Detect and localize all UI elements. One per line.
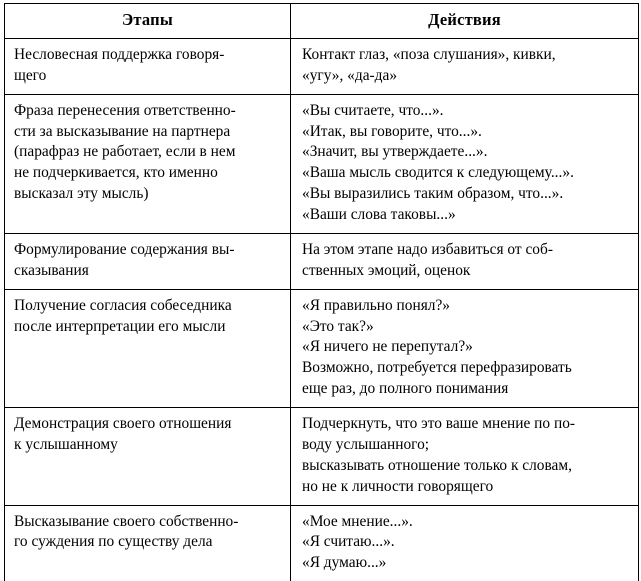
action-line: Контакт глаз, «поза слушания», кивки, bbox=[302, 45, 556, 63]
stage-cell bbox=[5, 505, 291, 581]
action-line: воду услышанного; bbox=[302, 435, 430, 453]
action-line: высказывать отношение только к словам, bbox=[302, 456, 572, 474]
table-header bbox=[5, 4, 639, 39]
action-line: ственных эмоций, оценок bbox=[302, 261, 471, 279]
action-line: «Ваши слова таковы...» bbox=[302, 206, 456, 224]
table-body bbox=[5, 38, 639, 581]
stage-line: к услышанному bbox=[14, 435, 118, 453]
stage-line: го суждения по существу дела bbox=[14, 533, 213, 551]
stage-line: (парафраз не работает, если в нем bbox=[14, 143, 236, 161]
action-cell bbox=[291, 94, 639, 233]
table-row bbox=[5, 289, 639, 407]
stage-cell bbox=[5, 408, 291, 506]
stage-line: Фраза перенесения ответственно- bbox=[14, 101, 236, 119]
action-line: «угу», «да-да» bbox=[302, 66, 398, 84]
table-row bbox=[5, 408, 639, 506]
stage-line: сти за высказывание на партнера bbox=[14, 122, 231, 140]
stage-line: Формулирование содержания вы- bbox=[14, 240, 235, 258]
action-cell bbox=[291, 289, 639, 407]
action-line: «Вы считаете, что...». bbox=[302, 101, 444, 119]
stage-line: сказывания bbox=[14, 261, 89, 279]
action-line: еще раз, до полного понимания bbox=[302, 380, 509, 398]
action-line: Подчеркнуть, что это ваше мнение по по- bbox=[302, 415, 576, 433]
table-row bbox=[5, 38, 639, 94]
action-line: «Я ничего не перепутал?» bbox=[302, 338, 473, 356]
stage-cell bbox=[5, 233, 291, 289]
action-line: но не к личности говорящего bbox=[302, 477, 494, 495]
table-row bbox=[5, 505, 639, 581]
action-cell bbox=[291, 233, 639, 289]
stage-line: щего bbox=[14, 66, 47, 84]
stage-line: Несловесная поддержка говоря- bbox=[14, 45, 225, 63]
action-line: «Я думаю...» bbox=[302, 554, 387, 572]
table-header-row bbox=[5, 4, 639, 39]
column-header-actions: Действия bbox=[291, 4, 639, 39]
action-line: «Это так?» bbox=[302, 317, 374, 335]
action-line: «Вы выразились таким образом, что...». bbox=[302, 185, 564, 203]
action-line: «Ваша мысль сводится к следующему...». bbox=[302, 164, 574, 182]
action-line: «Я считаю...». bbox=[302, 533, 395, 551]
stage-cell bbox=[5, 38, 291, 94]
stage-line: Высказывание своего собственно- bbox=[14, 512, 239, 530]
action-cell bbox=[291, 505, 639, 581]
stage-cell bbox=[5, 94, 291, 233]
action-line: «Я правильно понял?» bbox=[302, 296, 451, 314]
table-row bbox=[5, 94, 639, 233]
stage-line: после интерпретации его мысли bbox=[14, 317, 226, 335]
action-line: Возможно, потребуется перефразировать bbox=[302, 359, 572, 377]
stage-line: высказал эту мысль) bbox=[14, 185, 149, 203]
column-header-stages: Этапы bbox=[5, 4, 291, 39]
stage-cell bbox=[5, 289, 291, 407]
action-line: «Итак, вы говорите, что...». bbox=[302, 122, 482, 140]
action-line: «Мое мнение...». bbox=[302, 512, 413, 530]
action-cell bbox=[291, 38, 639, 94]
stage-line: Демонстрация своего отношения bbox=[14, 415, 232, 433]
stage-line: Получение согласия собеседника bbox=[14, 296, 232, 314]
action-line: «Значит, вы утверждаете...». bbox=[302, 143, 488, 161]
action-cell bbox=[291, 408, 639, 506]
table-row bbox=[5, 233, 639, 289]
action-line: На этом этапе надо избавиться от соб- bbox=[302, 240, 553, 258]
communication-stages-table bbox=[4, 3, 639, 581]
stage-line: не подчеркивается, кто именно bbox=[14, 164, 218, 182]
